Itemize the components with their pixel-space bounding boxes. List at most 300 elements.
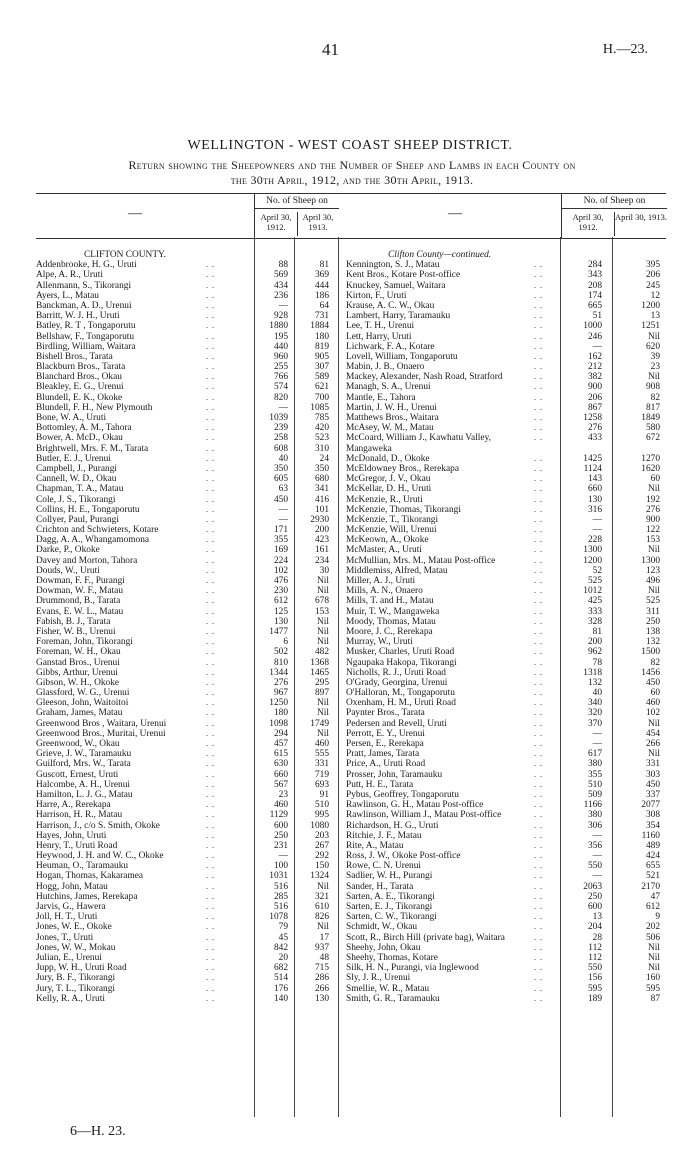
subtitle-line-2: the 30th April, 1912, and the 30th April, 1913. (230, 173, 474, 187)
sheepowner-name: Jury, B. F., Tikorangi (36, 973, 116, 984)
leader-dots: . . (206, 851, 215, 861)
sheepowner-name: Rawlinson, G. H., Matau Post-office (346, 800, 484, 811)
leader-dots: . . (534, 402, 543, 412)
leader-dots: . . (534, 993, 543, 1003)
sheep-count-1913: 589 (314, 372, 329, 383)
sheep-count-1912: 276 (273, 677, 288, 688)
table-row (36, 953, 338, 963)
table-row (36, 281, 338, 291)
sheep-count-1912: 867 (587, 402, 602, 413)
sheep-count-1912: 516 (273, 902, 288, 912)
sheep-count-1912: 605 (273, 474, 288, 485)
sheep-count-1912: 212 (587, 362, 602, 373)
sheepowner-name: Moore, J. C., Rerekapa (346, 626, 433, 637)
table-row (36, 413, 338, 423)
table-row (36, 423, 338, 433)
table-row (346, 495, 666, 505)
table-row (346, 780, 666, 790)
sheep-count-1912: 276 (587, 423, 602, 434)
sheep-count-1913: 123 (645, 565, 660, 576)
sheep-count-1912: 228 (587, 535, 602, 546)
sheep-count-1913: 180 (314, 331, 329, 342)
sheepowner-name: Jones, W. E., Okoke (36, 922, 112, 933)
sheepowner-name: Jones, W. W., Mokau (36, 942, 116, 953)
sheep-count-1913: 331 (314, 759, 329, 770)
sheep-count-1913: 905 (314, 351, 329, 362)
sheep-count-1912: 200 (587, 637, 602, 648)
table-row (346, 321, 666, 331)
sheep-count-1912: 143 (587, 474, 602, 485)
sheep-count-1912: 1078 (269, 912, 288, 923)
sheep-count-1912: 612 (273, 596, 288, 607)
table-row (346, 474, 666, 484)
sheepowner-name: Scott, R., Birch Hill (private bag), Waitara (346, 932, 505, 943)
sheep-count-1913: 206 (645, 270, 660, 281)
table-row (346, 484, 666, 494)
sheep-count-1913: 369 (314, 270, 329, 281)
sheepowner-name: McGregor, J. V., Okau (346, 474, 431, 485)
leader-dots: . . (534, 942, 543, 952)
sheep-count-1913: 47 (650, 891, 660, 902)
sheepowner-name: Miller, A. J., Uruti (346, 576, 416, 586)
sheep-count-1913: Nil (648, 942, 660, 953)
sheep-count-1913: 307 (314, 362, 329, 373)
sheep-count-1913: 655 (645, 861, 660, 872)
sheep-count-1912: 967 (273, 688, 288, 699)
leader-dots: . . (206, 912, 215, 922)
table-row (346, 851, 666, 861)
sheepowner-name: McKeown, A., Okoke (346, 535, 429, 546)
sheepowner-name: McMullian, Mrs. M., Matau Post-office (346, 555, 496, 566)
leader-dots: . . (206, 484, 215, 494)
leader-dots: . . (206, 280, 215, 290)
leader-dots: . . (534, 321, 543, 331)
sheepowner-name: Hayes, John, Uruti (36, 830, 107, 841)
leader-dots: . . (206, 555, 215, 565)
sheep-count-1913: 203 (314, 830, 329, 841)
sheepowner-name: Jones, T., Uruti (36, 932, 94, 943)
leader-dots: . . (534, 413, 543, 422)
table-row (346, 556, 666, 566)
leader-dots: . . (206, 494, 215, 504)
leader-dots: . . (206, 616, 215, 626)
sheep-count-1912: 169 (273, 545, 288, 556)
leader-dots: . . (206, 637, 215, 647)
sheep-count-1912: 6 (283, 637, 288, 648)
table-row (346, 617, 666, 627)
table-row (346, 821, 666, 831)
sheep-count-1912: 502 (273, 647, 288, 658)
sheep-count-1913: 523 (314, 433, 329, 444)
leader-dots: . . (534, 749, 543, 759)
table-row (36, 831, 338, 841)
leader-dots: . . (206, 749, 215, 759)
sheep-count-1913: 450 (645, 677, 660, 688)
sheep-count-1913: 525 (645, 596, 660, 607)
leader-dots: . . (534, 800, 543, 810)
sheepowner-name: Matthews Bros., Waitara (346, 413, 439, 423)
sheep-count-1912: 380 (587, 759, 602, 770)
sheepowner-name: Martin, J. W. H., Urenui (346, 402, 437, 413)
leader-dots: . . (206, 362, 215, 372)
sheep-count-1913: 715 (314, 963, 329, 974)
leader-dots: . . (534, 728, 543, 738)
sheep-count-1913: 1456 (641, 667, 660, 678)
sheep-count-1913: 1849 (641, 413, 660, 423)
table-row (36, 596, 338, 606)
sheep-count-1913: Nil (317, 881, 329, 892)
sheep-count-1912: — (278, 402, 288, 413)
leader-dots: . . (206, 270, 215, 280)
sheep-count-1913: 24 (319, 453, 329, 464)
leader-dots: . . (206, 260, 215, 270)
sheep-count-1913: 395 (645, 260, 660, 271)
sheepowner-name: Mabin, J. B., Onaero (346, 362, 425, 373)
table-row (346, 433, 666, 443)
sheep-count-1913: 900 (645, 514, 660, 525)
sheepowner-name: Sheehy, John, Okau (346, 942, 421, 953)
leader-dots: . . (206, 820, 215, 830)
leader-dots: . . (206, 443, 215, 453)
sheepowner-name: Glassford, W. G., Urenui (36, 688, 130, 699)
leader-dots: . . (206, 392, 215, 402)
sheep-count-1912: 340 (587, 698, 602, 709)
sheepowner-name: Harre, A., Rerekapa (36, 800, 111, 811)
header-col-1912-right: April 30, 1912. (572, 212, 604, 232)
sheep-count-1913: 101 (314, 504, 329, 515)
sheepowner-name: Bone, W. A., Uruti (36, 413, 107, 423)
leader-dots: . . (206, 922, 215, 932)
table-row (346, 668, 666, 678)
sheep-count-1913: Nil (648, 331, 660, 342)
sheep-count-1912: 250 (587, 891, 602, 902)
sheepowner-name: Murray, W., Uruti (346, 637, 413, 648)
leader-dots: . . (534, 331, 543, 341)
county-heading-text: CLIFTON COUNTY. (84, 250, 166, 260)
table-row (36, 678, 338, 688)
sheep-count-1912: 962 (587, 647, 602, 658)
sheepowner-name: McEldowney Bros., Rerekapa (346, 463, 459, 474)
sheep-count-1912: 1124 (583, 463, 602, 474)
table-row (36, 729, 338, 739)
table-row (346, 260, 666, 270)
sheep-count-1912: 224 (273, 555, 288, 566)
sheep-count-1913: 286 (314, 973, 329, 984)
table-row (36, 749, 338, 759)
sheep-count-1913: 680 (314, 474, 329, 485)
sheep-count-1913: 192 (645, 494, 660, 505)
sheep-count-1912: 660 (273, 769, 288, 780)
sheep-count-1913: 2170 (641, 881, 660, 892)
left-column (36, 250, 338, 1004)
leader-dots: . . (206, 453, 215, 463)
table-row (36, 668, 338, 678)
sheepowner-name: Mills, T. and H., Matau (346, 596, 434, 607)
sheepowner-name: Silk, H. N., Purangi, via Inglewood (346, 963, 479, 974)
table-row (346, 291, 666, 301)
leader-dots: . . (206, 800, 215, 810)
table-row (36, 943, 338, 953)
sheep-count-1913: 150 (314, 861, 329, 872)
sheep-count-1912: 132 (587, 677, 602, 688)
sheep-count-1913: 91 (319, 789, 329, 800)
leader-dots: . . (534, 260, 543, 270)
table-row (346, 698, 666, 708)
table-row (36, 708, 338, 718)
table-row (36, 444, 338, 454)
table-row (346, 342, 666, 352)
leader-dots: . . (206, 626, 215, 636)
leader-dots: . . (534, 677, 543, 687)
sheep-count-1913: 454 (645, 728, 660, 739)
leader-dots: . . (206, 759, 215, 769)
sheepowner-name: Persen, E., Rerekapa (346, 739, 424, 749)
leader-dots: . . (206, 728, 215, 738)
leader-dots: . . (206, 402, 215, 412)
sheep-count-1913: 341 (314, 484, 329, 495)
sheep-count-1912: 1166 (583, 800, 602, 811)
table-row (36, 617, 338, 627)
sheep-count-1912: 433 (587, 433, 602, 444)
sheep-count-1912: 79 (278, 922, 288, 933)
sheep-count-1912: 51 (592, 311, 602, 322)
sheepowner-name: Rite, A., Matau (346, 840, 404, 851)
sheep-count-1913: 295 (314, 677, 329, 688)
table-row (346, 759, 666, 769)
sheep-count-1912: 258 (273, 433, 288, 444)
sheep-count-1912: 316 (587, 504, 602, 515)
table-row (346, 362, 666, 372)
leader-dots: . . (534, 789, 543, 799)
sheep-count-1912: 156 (587, 973, 602, 984)
leader-dots: . . (534, 891, 543, 901)
sheepowner-name: Fisher, W. B., Urenui (36, 626, 116, 637)
table-row (36, 535, 338, 545)
leader-dots: . . (534, 514, 543, 524)
table-row (346, 770, 666, 780)
sheep-count-1913: 60 (650, 474, 660, 485)
table-row (36, 790, 338, 800)
table-row (36, 372, 338, 382)
sheep-count-1912: — (278, 514, 288, 525)
table-row (346, 882, 666, 892)
header-col-1913-right: April 30, 1913. (614, 212, 667, 236)
sheepowner-name: Banckman, A. D., Urenui (36, 300, 132, 311)
sheep-count-1912: 1039 (269, 413, 288, 423)
sheep-count-1912: 40 (592, 688, 602, 699)
leader-dots: . . (534, 881, 543, 891)
table-header (36, 193, 666, 239)
leader-dots: . . (206, 504, 215, 514)
table-row (36, 984, 338, 994)
sheep-count-1913: 416 (314, 494, 329, 505)
leader-dots: . . (534, 474, 543, 484)
leader-dots: . . (534, 300, 543, 310)
sheepowner-name: Batley, R. T , Tongaporutu (36, 321, 136, 332)
sheep-count-1912: 162 (587, 351, 602, 362)
sheepowner-name: Sander, H., Tarata (346, 881, 414, 892)
sheepowner-name: Jury, T. L., Tikorangi (36, 983, 115, 994)
sheepowner-name: Davey and Morton, Tahora (36, 555, 138, 566)
sheep-count-1913: 521 (645, 871, 660, 882)
sheep-count-1912: 600 (587, 902, 602, 912)
leader-dots: . . (534, 311, 543, 321)
sheep-count-1913: Nil (317, 728, 329, 739)
sheep-count-1913: 450 (645, 779, 660, 790)
sheep-count-1912: 434 (273, 280, 288, 291)
table-row (346, 739, 666, 749)
sheep-count-1913: 267 (314, 840, 329, 851)
table-row (36, 454, 338, 464)
sheepowner-name: Kelly, R. A., Uruti (36, 993, 105, 1004)
table-row (36, 851, 338, 861)
page-footer: 6—H. 23. (70, 1124, 126, 1139)
sheepowner-name: Paynter Bros., Tarata (346, 708, 425, 719)
sheep-count-1913: 81 (319, 260, 329, 271)
sheep-count-1912: 567 (273, 779, 288, 790)
header-dash-right: — (448, 206, 462, 221)
table-row (36, 994, 338, 1004)
leader-dots: . . (534, 637, 543, 647)
sheep-count-1912: 514 (273, 973, 288, 984)
table-row (346, 576, 666, 586)
table-row (346, 525, 666, 535)
sheepowner-name: Lett, Harry, Uruti (346, 331, 412, 342)
sheep-count-1913: 202 (645, 922, 660, 933)
sheep-count-1912: 574 (273, 382, 288, 393)
sheepowner-name: Douds, W., Uruti (36, 565, 100, 576)
table-row (346, 984, 666, 994)
sheep-count-1913: Nil (317, 698, 329, 709)
sheep-count-1912: 660 (587, 484, 602, 495)
table-row (36, 892, 338, 902)
sheep-count-1912: 130 (273, 616, 288, 627)
sheep-count-1912: 608 (273, 443, 288, 454)
sheepowner-name: McCoard, William J., Kawhatu Valley, (346, 433, 491, 444)
leader-dots: . . (206, 688, 215, 698)
sheep-count-1913: 1884 (310, 321, 329, 332)
sheepowner-name: Chapman, T. A., Matau (36, 484, 124, 495)
sheepowner-name: McAsey, W. M., Matau (346, 423, 434, 434)
table-row (36, 780, 338, 790)
sheepowner-name: McKenzie, R., Uruti (346, 494, 423, 505)
sheepowner-name: Henry, T., Uruti Road (36, 840, 118, 851)
table-row (36, 759, 338, 769)
sheepowner-name: Lichwark, F. A., Kotare (346, 341, 435, 352)
table-row (346, 515, 666, 525)
sheep-count-1913: Nil (648, 749, 660, 760)
sheep-count-1913: 1300 (641, 555, 660, 566)
sheepowner-name: Hamilton, L. J. G., Matau (36, 789, 133, 800)
sheep-count-1913: 1080 (310, 820, 329, 831)
table-row (346, 841, 666, 851)
leader-dots: . . (534, 525, 543, 535)
sheep-count-1913: 620 (645, 341, 660, 352)
sheep-count-1913: 310 (314, 443, 329, 454)
leader-dots: . . (534, 840, 543, 850)
table-row (346, 311, 666, 321)
sheep-count-1913: 580 (645, 423, 660, 434)
table-row (346, 688, 666, 698)
sheep-count-1913: 350 (314, 463, 329, 474)
table-row (346, 505, 666, 515)
sheep-count-1912: 665 (587, 300, 602, 311)
sheep-count-1913: 39 (650, 351, 660, 362)
sheep-count-1913: 132 (645, 637, 660, 648)
sheep-count-1913: 785 (314, 413, 329, 423)
sheep-count-1912: 355 (587, 769, 602, 780)
sheep-count-1912: 350 (273, 463, 288, 474)
sheep-count-1913: 693 (314, 779, 329, 790)
sheep-count-1913: 1749 (310, 718, 329, 729)
sheepowner-name: Darke, P., Okoke (36, 545, 100, 556)
sheep-count-1913: 995 (314, 810, 329, 821)
leader-dots: . . (206, 667, 215, 677)
sheep-count-1912: 176 (273, 983, 288, 994)
sheepowner-name: Foreman, W. H., Okau (36, 647, 121, 658)
table-row (36, 933, 338, 943)
sheep-count-1913: 1620 (641, 463, 660, 474)
leader-dots: . . (534, 830, 543, 840)
sheep-count-1913: Nil (317, 616, 329, 627)
sheep-count-1912: 294 (273, 728, 288, 739)
leader-dots: . . (534, 708, 543, 718)
sheep-count-1913: Nil (317, 626, 329, 637)
table-row (346, 973, 666, 983)
sheep-count-1912: 45 (278, 932, 288, 943)
sheep-count-1912: — (592, 514, 602, 525)
sheepowner-name: Heywood, J. H. and W. C., Okoke (36, 851, 164, 862)
leader-dots: . . (534, 912, 543, 922)
sheep-count-1912: — (592, 830, 602, 841)
sheep-count-1912: 81 (592, 626, 602, 637)
leader-dots: . . (206, 840, 215, 850)
sheep-count-1913: 1465 (310, 667, 329, 678)
leader-dots: . . (206, 576, 215, 585)
sheep-count-1912: 250 (273, 830, 288, 841)
leader-dots: . . (206, 677, 215, 687)
table-row (346, 953, 666, 963)
sheep-count-1912: — (592, 728, 602, 739)
sheep-count-1912: 208 (587, 280, 602, 291)
sheep-count-1913: 2930 (310, 514, 329, 525)
table-row (346, 943, 666, 953)
sheepowner-name: McKenzie, Thomas, Tikorangi (346, 504, 461, 515)
leader-dots: . . (206, 891, 215, 901)
leader-dots: . . (206, 881, 215, 891)
sheepowner-name: Gleeson, John, Waitoitoi (36, 698, 129, 709)
table-row (346, 647, 666, 657)
sheepowner-name: Allenmann, S., Tikorangi (36, 280, 132, 291)
sheep-count-1912: 1477 (269, 626, 288, 637)
sheep-count-1913: 672 (645, 433, 660, 444)
sheep-count-1912: 595 (587, 983, 602, 994)
leader-dots: . . (534, 779, 543, 789)
leader-dots: . . (206, 565, 215, 575)
table-row (346, 871, 666, 881)
table-row (346, 637, 666, 647)
table-row (36, 321, 338, 331)
leader-dots: . . (206, 952, 215, 962)
table-row (346, 413, 666, 423)
leader-dots: . . (206, 372, 215, 382)
page-number: 41 (322, 40, 339, 59)
sheep-count-1912: 382 (587, 372, 602, 383)
sheep-count-1913: 87 (650, 993, 660, 1004)
leader-dots: . . (206, 331, 215, 341)
sheep-count-1912: 180 (273, 708, 288, 719)
sheep-count-1913: Nil (317, 586, 329, 597)
